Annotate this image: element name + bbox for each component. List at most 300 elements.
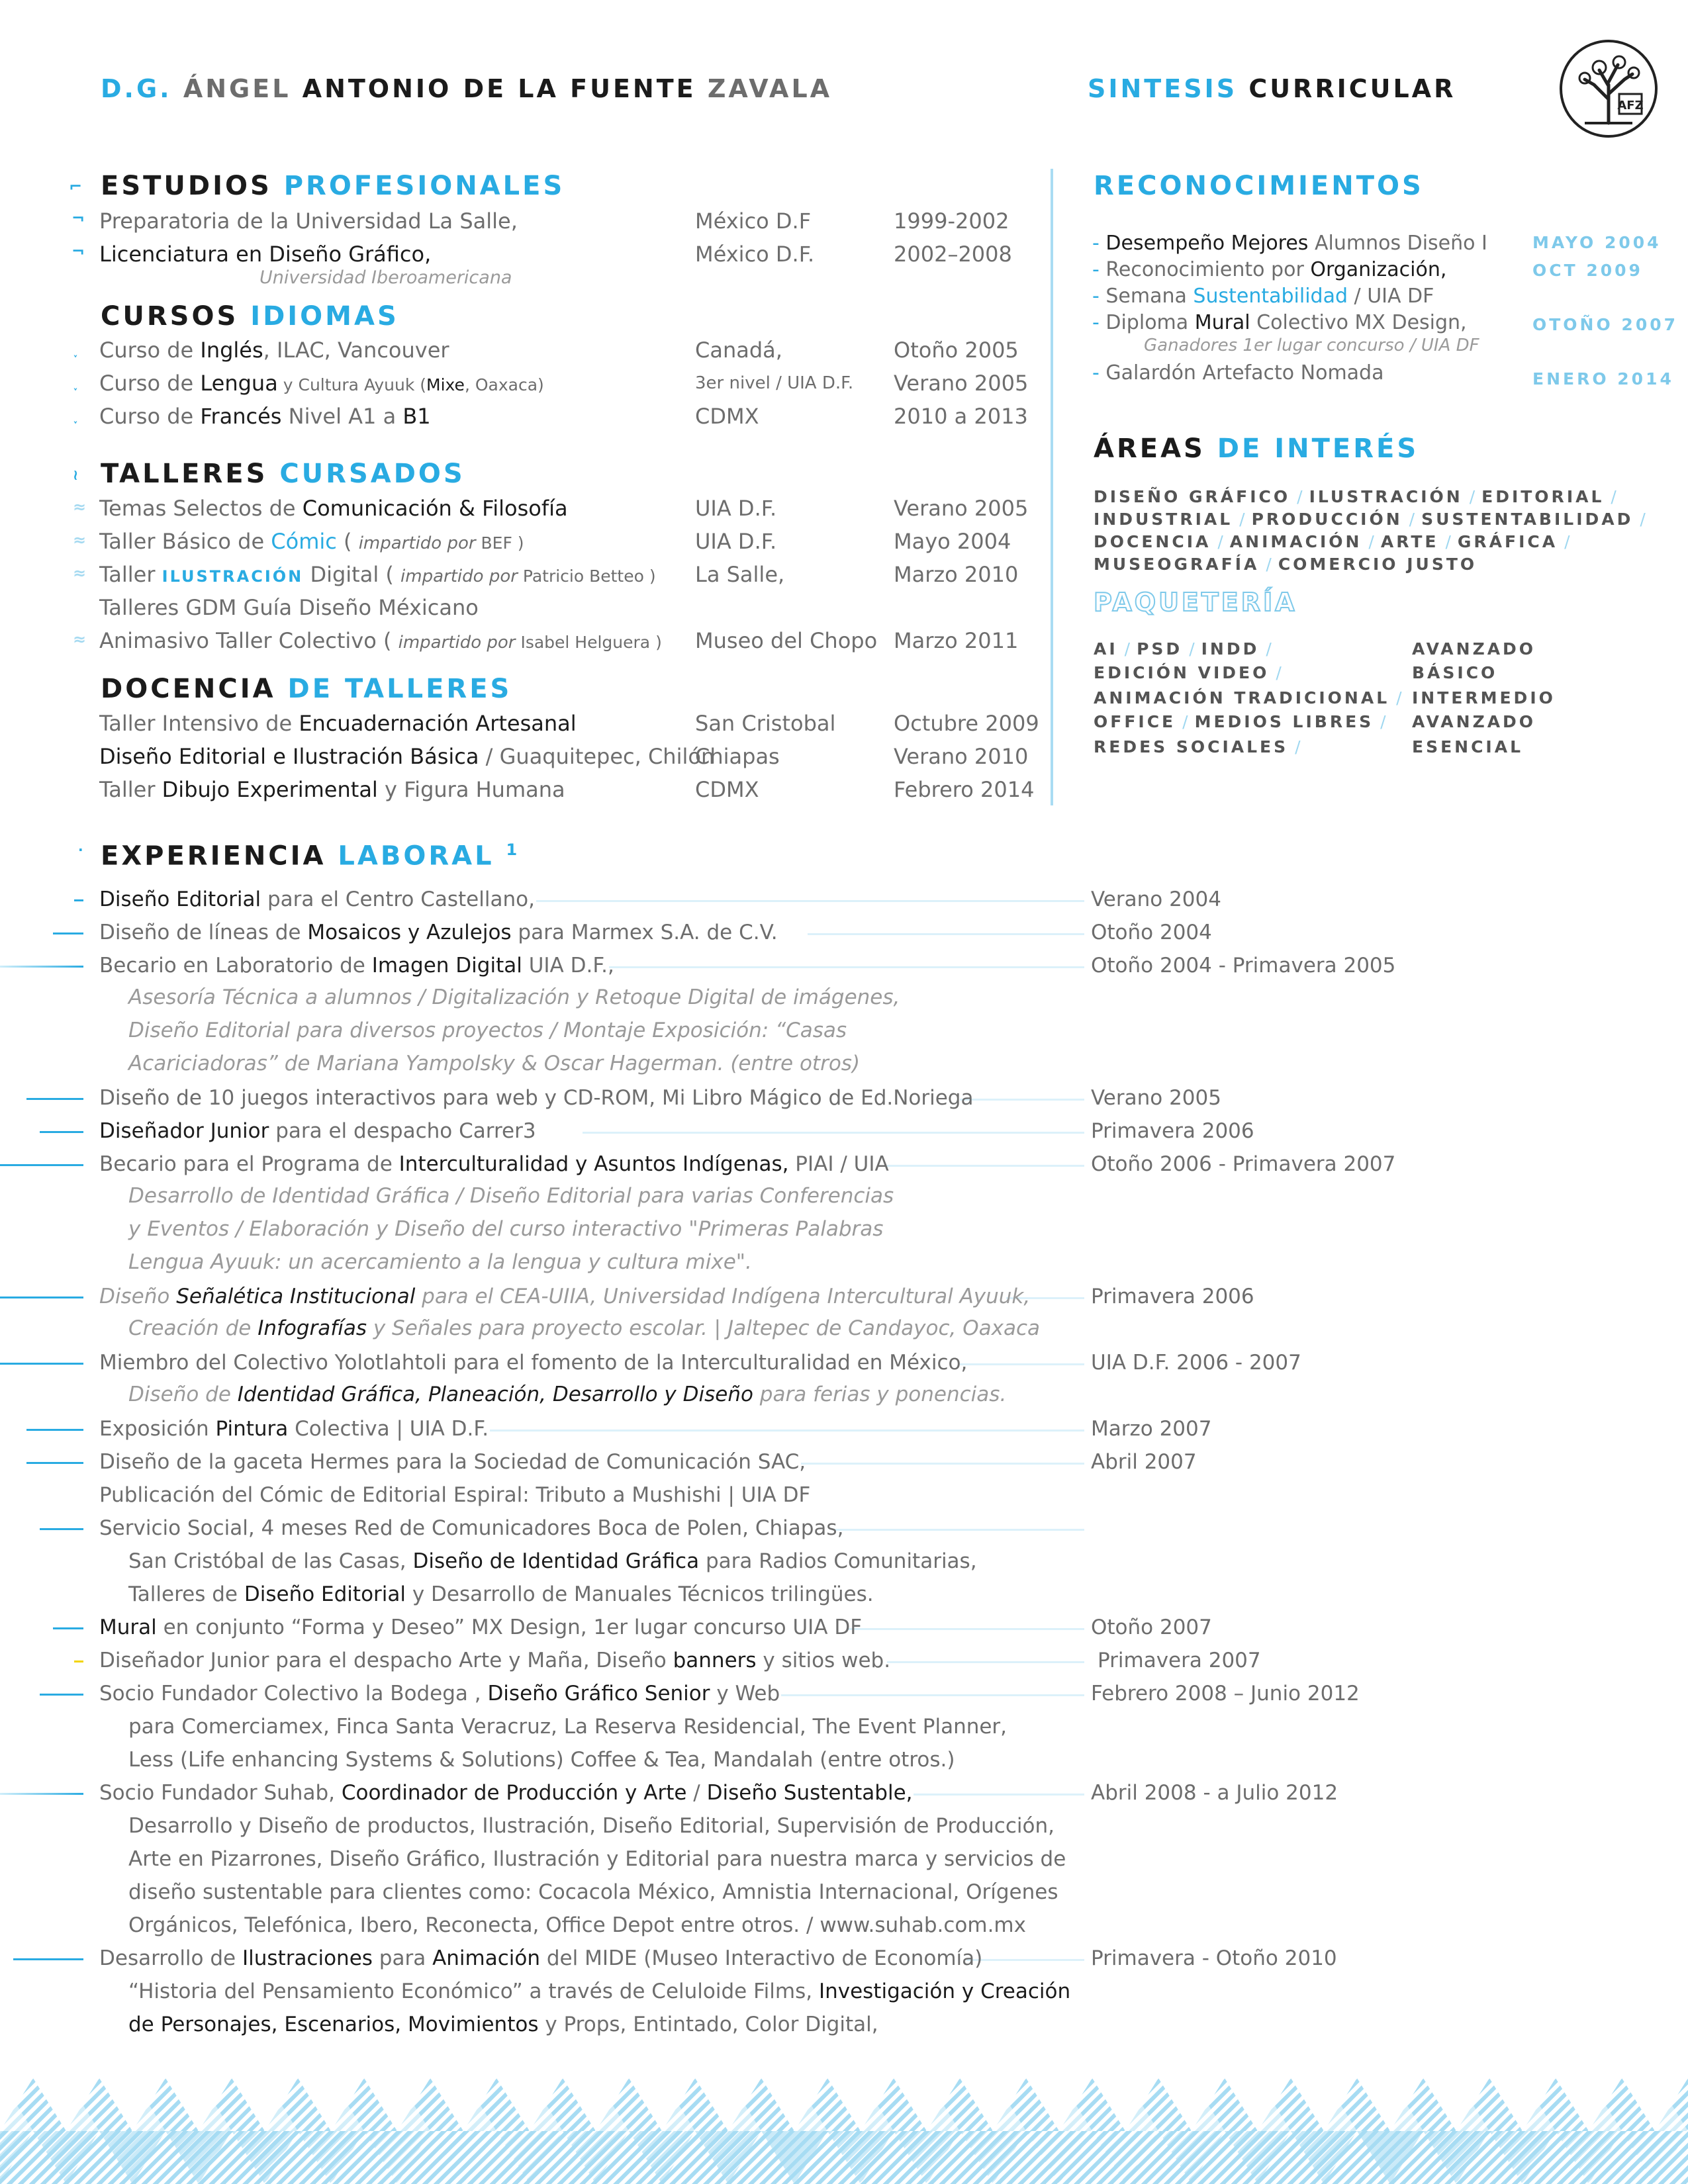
row-text: Licenciatura en Diseño Gráfico, [99, 242, 432, 267]
timeline-line [914, 1794, 1084, 1796]
reconocimiento-item [1092, 257, 1446, 283]
title-part-a: ÁREAS [1094, 433, 1205, 464]
docencia-row [99, 743, 714, 770]
experiencia-row [99, 1945, 982, 1972]
t: Exposición [99, 1417, 216, 1441]
section-estudios-title [101, 171, 565, 201]
reconocimiento-sub: Ganadores 1er lugar concurso / UIA DF [1144, 336, 1479, 355]
software-line [1094, 712, 1393, 731]
experiencia-row [99, 1416, 489, 1442]
software-item: PSD [1137, 639, 1183, 659]
row-date: Verano 2005 [894, 496, 1029, 521]
area-item: SUSTENTABILIDAD [1421, 510, 1634, 529]
experiencia-sub: diseño sustentable para clientes como: Cocacola México, Amnistia Internacional, Orígenes [128, 1880, 1058, 1904]
experiencia-sub: Desarrollo y Diseño de productos, Ilustración, Diseño Editorial, Supervisión de Producción, [128, 1814, 1055, 1838]
footer-pattern [0, 2078, 1688, 2184]
row-date: Verano 2005 [894, 371, 1029, 396]
software-line [1094, 639, 1278, 659]
t: Diseño [99, 1285, 177, 1308]
separator-icon: / [1409, 510, 1415, 529]
separator-icon: / [1445, 532, 1451, 551]
t: BEF ) [475, 533, 524, 553]
t: Sustentabilidad [1193, 285, 1348, 308]
experiencia-sub: Desarrollo de Identidad Gráfica / Diseño Editorial para varias Conferencias [128, 1184, 894, 1208]
t: Patricio Betteo ) [517, 567, 656, 586]
software-line [1094, 737, 1307, 756]
t: y Web [710, 1682, 780, 1706]
separator-icon: / [1380, 712, 1386, 731]
timeline-dash [40, 1528, 83, 1530]
title-b: CURRICULAR [1248, 74, 1456, 103]
t: / Guaquitepec, Chilón [479, 744, 715, 769]
separator-icon: / [1266, 639, 1272, 659]
software-item: EDICIÓN VIDEO [1094, 663, 1270, 682]
timeline-dash [53, 1627, 83, 1629]
timeline-line [834, 1529, 1084, 1531]
t: Diseño Editorial [99, 887, 261, 911]
separator-icon: / [1189, 639, 1195, 659]
experiencia-sub [128, 1581, 874, 1608]
section-docencia-title [101, 674, 512, 704]
row-place: San Cristobal [695, 711, 836, 736]
dash-icon: - [1092, 361, 1106, 385]
t: Mural [99, 1615, 157, 1639]
title-part-b: IDIOMAS [250, 301, 399, 332]
t: Socio Fundador Suhab, [99, 1781, 342, 1805]
t: Reconocimiento por [1105, 258, 1311, 281]
timeline-dash [40, 1131, 83, 1133]
software-level: INTERMEDIO [1412, 688, 1556, 707]
t: Diseño Editorial [244, 1582, 406, 1606]
area-item: EDITORIAL [1481, 487, 1605, 506]
separator-icon: / [1611, 487, 1617, 506]
section-paqueteria-title: PAQUETERÍA [1094, 588, 1297, 617]
t: Becario en Laboratorio de [99, 954, 372, 978]
taller-row [99, 495, 568, 522]
experiencia-sub: Lengua Ayuuk: un acercamiento a la lengua y cultura mixe". [128, 1250, 752, 1274]
experiencia-row [99, 1151, 889, 1177]
t: para el despacho Carrer3 [269, 1119, 536, 1143]
t: Curso de [99, 338, 201, 363]
timeline-line [808, 933, 1084, 935]
t: Taller Básico de [99, 529, 271, 554]
t: impartido por [358, 533, 476, 553]
curso-row [99, 403, 431, 430]
t: impartido por [400, 567, 518, 586]
row-date: Febrero 2014 [894, 777, 1035, 802]
t: / UIA DF [1348, 285, 1434, 308]
t: Organización, [1310, 258, 1447, 281]
experiencia-sub [128, 1381, 1006, 1408]
experiencia-date: Otoño 2004 [1091, 921, 1212, 944]
t: y sitios web. [756, 1649, 891, 1672]
row-bullet-icon: ˯ [73, 373, 78, 392]
t: Infografías [258, 1316, 367, 1340]
title-part-a: DOCENCIA [101, 674, 276, 704]
row-sub: Universidad Iberoamericana [259, 267, 512, 288]
title-part-b: DE TALLERES [287, 674, 512, 704]
timeline-dash [0, 1793, 83, 1795]
t: Animación [432, 1946, 540, 1970]
separator-icon: / [1124, 639, 1131, 659]
curso-row [99, 370, 544, 398]
t: UIA D.F., [522, 954, 614, 978]
timeline-dash [74, 899, 83, 901]
area-item: DISEÑO GRÁFICO [1094, 487, 1291, 506]
t: Taller Intensivo de [99, 711, 299, 736]
area-item: INDUSTRIAL [1094, 510, 1233, 529]
t: Temas Selectos de [99, 496, 303, 521]
software-level: AVANZADO [1412, 712, 1536, 731]
software-item: AI [1094, 639, 1118, 659]
area-item: COMERCIO JUSTO [1278, 555, 1477, 574]
reconocimiento-date: ENERO 2014 [1532, 369, 1674, 388]
row-date: Marzo 2011 [894, 628, 1019, 653]
t: Dibujo Experimental [162, 777, 378, 802]
experiencia-date: Marzo 2007 [1091, 1417, 1212, 1441]
t: Diseño de Identidad Gráfica [412, 1549, 700, 1573]
separator-icon: / [1396, 688, 1402, 707]
software-line [1094, 663, 1288, 682]
timeline-dash [0, 1363, 83, 1365]
separator-icon: / [1297, 487, 1303, 506]
t: Inglés [200, 338, 263, 363]
title-part-a: EXPERIENCIA [101, 841, 326, 872]
t: para Radios Comunitarias, [699, 1549, 977, 1573]
timeline-line [801, 1463, 1084, 1465]
row-place: México D.F [695, 208, 812, 234]
t: y Cultura Ayuuk ( [277, 375, 427, 394]
software-item: ANIMACIÓN TRADICIONAL [1094, 688, 1390, 707]
t: , ILAC, Vancouver [263, 338, 449, 363]
t: y Desarrollo de Manuales Técnicos trilingües. [406, 1582, 874, 1606]
reconocimiento-date: OCT 2009 [1532, 261, 1643, 280]
area-item: GRÁFICA [1457, 532, 1558, 551]
t: de Personajes, Escenarios, Movimientos [128, 2013, 539, 2036]
experiencia-date: Primavera 2007 [1098, 1649, 1261, 1672]
timeline-line [490, 1430, 1084, 1432]
t: Digital ( [303, 562, 401, 587]
row-place: Canadá, [695, 338, 782, 363]
row-place: La Salle, [695, 562, 785, 587]
t: Mural [1194, 311, 1250, 334]
t: , Oaxaca) [464, 375, 544, 394]
experiencia-row [99, 886, 535, 913]
row-place: Museo del Chopo [695, 628, 878, 653]
separator-icon: / [1368, 532, 1374, 551]
row-bullet-icon: ≈ [73, 564, 87, 582]
t: Mosaicos y Azulejos [307, 921, 512, 944]
timeline-dash [26, 1098, 83, 1100]
t: Diseñador Junior para el despacho Arte y Maña, Diseño [99, 1649, 673, 1672]
t: Diseño Gráfico Senior [487, 1682, 710, 1706]
row-bullet-icon: ˯ [73, 340, 78, 359]
timeline-dash [74, 1661, 83, 1662]
software-level: BÁSICO [1412, 663, 1498, 682]
experiencia-row: Diseño de 10 juegos interactivos para web y CD-ROM, Mi Libro Mágico de Ed.Noriega [99, 1086, 974, 1110]
software-level: ESENCIAL [1412, 737, 1524, 756]
experiencia-sub: Asesoría Técnica a alumnos / Digitalización y Retoque Digital de imágenes, [128, 985, 900, 1009]
areas-line [1094, 510, 1652, 529]
experiencia-date: Verano 2004 [1091, 887, 1221, 911]
row-bullet-icon: ˯ [73, 406, 78, 425]
row-date: 2010 a 2013 [894, 404, 1028, 429]
row-place: CDMX [695, 777, 759, 802]
taller-row: Talleres GDM Guía Diseño Méxicano [99, 595, 479, 620]
title-part-b: PROFESIONALES [283, 171, 565, 201]
t: y Señales para proyecto escolar. | Jaltepec de Candayoc, Oaxaca [366, 1316, 1040, 1340]
row-place: CDMX [695, 404, 759, 429]
t: Ilustraciones [242, 1946, 373, 1970]
row-place: UIA D.F. [695, 496, 777, 521]
timeline-dash [0, 1297, 83, 1298]
t: ( [336, 529, 359, 554]
t: Isabel Helguera ) [515, 633, 662, 652]
title-part-b: LABORAL [338, 841, 494, 872]
row-date: 1999-2002 [894, 208, 1009, 234]
t: banners [673, 1649, 757, 1672]
separator-icon: / [1469, 487, 1476, 506]
t: para Marmex S.A. de C.V. [511, 921, 778, 944]
t: y Figura Humana [377, 777, 565, 802]
taller-row [99, 627, 662, 656]
name-prefix: D.G. [101, 74, 172, 103]
experiencia-date: Primavera 2006 [1091, 1285, 1254, 1308]
timeline-line [960, 1099, 1084, 1101]
footnote-marker: 1 [506, 841, 520, 859]
experiencia-row [99, 1780, 913, 1806]
t: y Props, Entintado, Color Digital, [538, 2013, 878, 2036]
t: para el CEA-UIIA, Universidad Indígena Intercultural Ayuuk, [415, 1285, 1031, 1308]
separator-icon: / [1217, 532, 1223, 551]
area-item: ILUSTRACIÓN [1309, 487, 1463, 506]
experiencia-date: Otoño 2007 [1091, 1615, 1212, 1639]
timeline-line [887, 1165, 1084, 1167]
timeline-dash [0, 966, 83, 968]
experiencia-sub: Orgánicos, Telefónica, Ibero, Reconecta, Office Depot entre otros. / www.suhab.com.mx [128, 1913, 1026, 1937]
t: Interculturalidad y Asuntos Indígenas, [399, 1152, 789, 1176]
t: Pintura [215, 1417, 289, 1441]
t: Nivel A1 a [281, 404, 403, 429]
t: Comunicación & Filosofía [302, 496, 568, 521]
t: B1 [402, 404, 431, 429]
experiencia-date: UIA D.F. 2006 - 2007 [1091, 1351, 1301, 1375]
t: Becario para el Programa de [99, 1152, 399, 1176]
experiencia-row [99, 1118, 536, 1144]
experiencia-sub: Less (Life enhancing Systems & Solutions) Coffee & Tea, Mandalah (entre otros.) [128, 1748, 955, 1772]
t: Señalética Institucional [176, 1285, 416, 1308]
t: / [686, 1781, 707, 1805]
logo-text: AFZ [1617, 99, 1644, 113]
t: Desempeño Mejores [1105, 232, 1309, 255]
experiencia-row: Servicio Social, 4 meses Red de Comunicadores Boca de Polen, Chiapas, [99, 1516, 844, 1540]
row-bullet-icon: ≈ [73, 498, 87, 516]
title-part-a: ESTUDIOS [101, 171, 272, 201]
software-item: INDD [1201, 639, 1260, 659]
areas-line [1094, 532, 1577, 551]
t: Diseño de [128, 1383, 238, 1406]
software-item: OFFICE [1094, 712, 1176, 731]
reconocimiento-date: OTOÑO 2007 [1532, 315, 1679, 334]
experiencia-sub: para Comerciamex, Finca Santa Veracruz, La Reserva Residencial, The Event Planner, [128, 1715, 1008, 1739]
t: Galardón Artefacto Nomada [1105, 361, 1384, 385]
timeline-dash [13, 1958, 83, 1960]
t: Francés [200, 404, 282, 429]
t: Investigación y Creación [818, 1979, 1071, 2003]
reconocimiento-item [1092, 283, 1434, 310]
row-place: UIA D.F. [695, 529, 777, 554]
t: Mixe [426, 375, 465, 394]
tree-logo-icon [1558, 38, 1659, 139]
t: Lengua [200, 371, 278, 396]
timeline-dash [26, 1462, 83, 1464]
t: Taller [99, 777, 162, 802]
title-part-b: DE INTERÉS [1217, 433, 1419, 464]
timeline-line [966, 1959, 1084, 1961]
t: Diploma [1105, 311, 1195, 334]
timeline-line [847, 1628, 1084, 1630]
experiencia-row [99, 1680, 780, 1707]
dash-icon: - [1092, 232, 1106, 255]
timeline-line [960, 1363, 1084, 1365]
t: San Cristóbal de las Casas, [128, 1549, 413, 1573]
row-place: Chiapas [695, 744, 780, 769]
separator-icon: / [1295, 737, 1301, 756]
section-reconocimientos-title: RECONOCIMIENTOS [1094, 171, 1424, 201]
name-first: ÁNGEL [183, 74, 291, 103]
t: Coordinador de Producción y Arte [341, 1781, 687, 1805]
full-name [101, 74, 832, 103]
reconocimiento-item [1092, 230, 1487, 257]
title-part-b: CURSADOS [279, 459, 465, 489]
experiencia-sub: Arte en Pizarrones, Diseño Gráfico, Ilustración y Editorial para nuestra marca y servicios de [128, 1847, 1066, 1871]
dash-icon: - [1092, 311, 1106, 334]
experiencia-row: Miembro del Colectivo Yolotlahtoli para el fomento de la Interculturalidad en México, [99, 1351, 968, 1375]
docencia-row [99, 710, 577, 737]
document-title [1088, 74, 1456, 103]
timeline-line [781, 1694, 1084, 1696]
section-areas-title [1094, 433, 1419, 464]
dash-icon: - [1092, 285, 1106, 308]
row-bullet-icon: ≈ [73, 531, 87, 549]
t: Talleres de [128, 1582, 244, 1606]
area-item: ARTE [1380, 532, 1439, 551]
t: Colectivo MX Design, [1250, 311, 1467, 334]
t: Desarrollo de [99, 1946, 242, 1970]
timeline-dash [40, 1694, 83, 1696]
t: Creación de [128, 1316, 258, 1340]
timeline-line [583, 1132, 1084, 1134]
t: PIAI / UIA [788, 1152, 889, 1176]
t: del MIDE (Museo Interactivo de Economía) [540, 1946, 983, 1970]
timeline-line [536, 900, 1084, 902]
separator-icon: / [1640, 510, 1646, 529]
experiencia-row [99, 1283, 1030, 1310]
t: Identidad Gráfica, Planeación, Desarrollo y Diseño [237, 1383, 753, 1406]
software-line [1094, 688, 1409, 707]
row-date: Marzo 2010 [894, 562, 1019, 587]
docencia-row [99, 776, 565, 803]
title-a: SINTESIS [1088, 74, 1238, 103]
area-item: DOCENCIA [1094, 532, 1211, 551]
title-part-a: TALLERES [101, 459, 268, 489]
t: para el Centro Castellano, [261, 887, 535, 911]
experiencia-sub [128, 1315, 1040, 1342]
experiencia-sub: Acariciadoras” de Mariana Yampolsky & Oscar Hagerman. (entre otros) [128, 1052, 861, 1075]
separator-icon: / [1564, 532, 1570, 551]
row-date: Mayo 2004 [894, 529, 1011, 554]
t: Curso de [99, 371, 201, 396]
t: “Historia del Pensamiento Económico” a través de Celuloide Films, [128, 1979, 819, 2003]
section-cursos-title [101, 301, 399, 332]
software-item: REDES SOCIALES [1094, 737, 1289, 756]
row-bullet-icon: ¬ [71, 209, 85, 228]
separator-icon: / [1182, 712, 1188, 731]
t: Diseño de líneas de [99, 921, 308, 944]
experiencia-date: Otoño 2006 - Primavera 2007 [1091, 1152, 1396, 1176]
area-item: ANIMACIÓN [1229, 532, 1362, 551]
row-place: 3er nivel / UIA D.F. [695, 373, 854, 393]
dash-icon: - [1092, 258, 1106, 281]
t: Socio Fundador Colectivo la Bodega , [99, 1682, 488, 1706]
experiencia-row [99, 952, 614, 979]
experiencia-row: Publicación del Cómic de Editorial Espiral: Tributo a Mushishi | UIA DF [99, 1483, 811, 1507]
t: Diseñador Junior [99, 1119, 269, 1143]
name-main: ANTONIO DE LA FUENTE [302, 74, 696, 103]
timeline-dash [26, 1429, 83, 1431]
taller-row [99, 561, 656, 590]
estudio-row [99, 208, 518, 234]
row-date: Verano 2010 [894, 744, 1029, 769]
t: para [372, 1946, 433, 1970]
estudio-row [99, 241, 431, 267]
software-item: MEDIOS LIBRES [1194, 712, 1374, 731]
timeline-line [609, 966, 1084, 968]
experiencia-date: Otoño 2004 - Primavera 2005 [1091, 954, 1396, 978]
row-text: Preparatoria de la Universidad La Salle, [99, 208, 518, 234]
t: Curso de [99, 404, 201, 429]
separator-icon: / [1276, 663, 1282, 682]
t: Diseño Sustentable, [706, 1781, 913, 1805]
t: Cómic [271, 529, 337, 554]
section-experiencia-title [101, 841, 520, 871]
areas-line [1094, 487, 1623, 506]
row-date: 2002–2008 [894, 242, 1012, 267]
experiencia-sub [128, 2011, 878, 2038]
experiencia-date: Febrero 2008 – Junio 2012 [1091, 1682, 1360, 1706]
t: impartido por [398, 633, 516, 653]
area-item: MUSEOGRAFÍA [1094, 555, 1260, 574]
row-date: Otoño 2005 [894, 338, 1019, 363]
t: ILUSTRACIÓN [162, 567, 304, 586]
experiencia-sub [128, 1548, 977, 1574]
experiencia-date: Primavera 2006 [1091, 1119, 1254, 1143]
experiencia-date: Abril 2008 - a Julio 2012 [1091, 1781, 1338, 1805]
t: Animasivo Taller Colectivo ( [99, 628, 399, 653]
t: Imagen Digital [371, 954, 522, 978]
reconocimiento-date: MAYO 2004 [1532, 233, 1662, 252]
timeline-line [887, 1661, 1084, 1663]
experiencia-date: Abril 2007 [1091, 1450, 1197, 1474]
t: para ferias y ponencias. [753, 1383, 1007, 1406]
experiencia-sub [128, 1978, 1070, 2005]
experiencia-date: Primavera - Otoño 2010 [1091, 1946, 1337, 1970]
title-part-a: CURSOS [101, 301, 239, 332]
experiencia-row [99, 1647, 890, 1674]
experiencia-row: Diseño de la gaceta Hermes para la Sociedad de Comunicación SAC, [99, 1450, 806, 1474]
separator-icon: / [1239, 510, 1245, 529]
t: Encuadernación Artesanal [299, 711, 577, 736]
